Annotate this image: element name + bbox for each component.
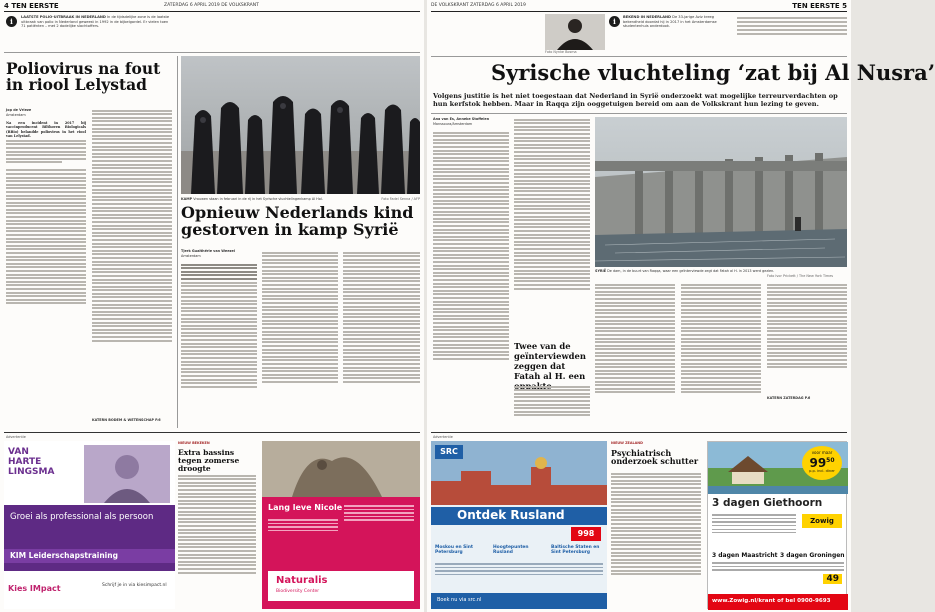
kim-logo: Kies IMpact <box>8 584 61 593</box>
info-title: BEKEND IN NEDERLAND <box>623 15 672 19</box>
syria-location: Amsterdam <box>181 254 201 258</box>
bassins-headline: Extra bassins tegen zomerse droogte <box>178 448 240 473</box>
main-col-2 <box>514 117 590 337</box>
main-col-5 <box>767 282 847 392</box>
bassins-article <box>178 441 258 609</box>
syria-byline: Tjerk Gualthérie van Weezel <box>181 249 235 253</box>
info-box <box>623 15 733 49</box>
byline: Ana van Es, Anneke Stoffelen <box>433 117 490 121</box>
polio-location: Amsterdam <box>6 113 26 117</box>
naturalis-ad[interactable] <box>262 441 420 609</box>
byline-location: Manssoura/Amsterdam <box>433 122 473 126</box>
info-icon: i <box>6 16 17 27</box>
main-headline: Syrische vluchteling ‘zat bij Al Nusra’ <box>491 60 935 85</box>
info-box <box>21 15 171 49</box>
aziz-photo-credit: Foto Nynke Bosma <box>545 50 577 54</box>
polio-lead: Na een incident in 2017 bij vaccinproducent Bilthoven Biologicals (BBio) belandde poliovirus in het riool van Lelystad. <box>6 121 86 421</box>
bassins-label: NIEUW BEKEKEN <box>178 441 210 445</box>
giethoorn-price-badge: voor maar $99^{50}$ p.p. incl. diner <box>802 446 842 480</box>
nz-article <box>611 441 703 609</box>
nz-label: NIEUW ZEALAND <box>611 441 643 445</box>
info-text: In de tijdsdelijke zone is de laatste uitbraak van polio in Nederland geweest in 1992 in de bijbelgordel. Er vielen toen 71 patiënten – met 2 dodelijke slachtoffers. <box>21 15 170 29</box>
kim-ad[interactable] <box>4 441 175 609</box>
date-line: ZATERDAG 6 APRIL 2019 DE VOLKSKRANT <box>164 3 259 8</box>
main-col-4 <box>681 282 761 426</box>
nz-headline: Psychiatrisch onderzoek schutter <box>611 448 699 467</box>
raqqa-photo-caption: SYRIË De dam, in de buurt van Raqqa, waar een geïnterviewde zegt dat Fatah al H. in 2013 werd gezien. <box>595 269 775 273</box>
giethoorn-ad[interactable] <box>707 441 847 609</box>
info-text: De 33-jarige Aziz kreeg bekendheid doordat hij in 2017 in het Amsterdamse studentenhuis onderdook. <box>623 15 717 29</box>
info-icon: i <box>609 16 620 27</box>
info-title: LAATSTE POLIO-UITBRAAK IN NEDERLAND <box>21 15 106 19</box>
src-city-3: Baltische Staten en Sint Petersburg <box>551 545 600 555</box>
polio-footer: KATERN BODEM & WETENSCHAP P.6 <box>92 418 161 422</box>
giethoorn-headline: 3 dagen Giethoorn <box>712 497 823 509</box>
src-ad[interactable] <box>431 441 607 609</box>
src-headline: Ontdek Rusland <box>457 508 565 522</box>
raqqa-photo-credit: Foto Ivor Prickett / The New York Times <box>767 274 834 278</box>
naturalis-logo-sub: Biodiversity Center <box>276 589 320 594</box>
page-header <box>4 2 420 12</box>
camp-photo-caption: KAMP Vrouwen staan in februari in de rij in het Syrische vluchtelingenkamp Al Hol. Foto Fadel Senna / AFP <box>181 197 420 201</box>
polio-body <box>92 108 172 416</box>
polio-byline: Jop de Vrieze <box>6 108 32 112</box>
main-col-3 <box>595 282 675 426</box>
polio-headline: Poliovirus na fout in riool Lelystad <box>6 59 161 95</box>
giethoorn-footer[interactable]: www.Zowig.nl/krant of bel 0900-9693 <box>712 598 831 604</box>
main-footer: KATERN ZATERDAG P.6 <box>767 396 811 400</box>
final-price: 49 <box>823 574 842 584</box>
ad-label: Advertentie <box>433 435 453 439</box>
naturalis-logo: Naturalis <box>276 575 328 586</box>
naturalis-sub: Lang leve Nicole <box>268 503 343 512</box>
src-footer[interactable]: Boek nu via src.nl <box>437 597 482 603</box>
page-section: 4 TEN EERSTE <box>4 2 59 10</box>
main-subheadline: Volgens justitie is het niet toegestaan dat Nederland in Syrië onderzoekt wat mogelijke terreurverdachten op hun kerfstok hebben. Maar in Raqqa zijn ooggetuigen bereid om aan de Volkskrant hun lezing te geven. <box>433 92 838 109</box>
kim-footer[interactable]: Schrijf je in via kiesimpact.nl <box>102 583 167 588</box>
syria-headline: Opnieuw Nederlands kind gestorven in kamp Syrië <box>181 203 414 239</box>
left-page <box>0 0 424 612</box>
kim-brand: VAN HARTE LINGSMA <box>8 447 55 477</box>
main-col-1 <box>433 130 509 426</box>
kim-slogan: Groei als professional als persoon <box>10 512 154 522</box>
src-city-1: Moskou en Sint Petersburg <box>435 545 473 555</box>
offer-maastricht[interactable]: 3 dagen Maastricht <box>712 552 778 559</box>
date-line: DE VOLKSKRANT ZATERDAG 6 APRIL 2019 <box>431 3 526 8</box>
camp-photo <box>181 56 420 194</box>
syria-col-1 <box>181 262 257 428</box>
src-price: 998 <box>571 527 601 541</box>
naturalis-photo <box>262 441 420 497</box>
src-city-2: Hoogtepunten Rusland <box>493 545 529 555</box>
page-header <box>431 2 847 12</box>
offer-groningen[interactable]: 3 dagen Groningen <box>780 552 845 559</box>
syria-col-3 <box>343 250 420 428</box>
ad-label: Advertentie <box>6 435 26 439</box>
zowig-logo: Zowig <box>802 514 842 528</box>
pull-quote: Twee van de geïnterviewden zeggen dat Fatah al H. een <box>514 341 586 381</box>
page-section: TEN EERSTE 5 <box>792 2 847 10</box>
right-page <box>427 0 935 612</box>
aziz-photo <box>545 14 605 50</box>
raqqa-dam-photo <box>595 117 847 267</box>
syria-col-2 <box>262 250 338 428</box>
kim-program: KIM Leiderschapstraining <box>10 551 118 560</box>
src-logo: SRC <box>435 445 463 459</box>
kim-photo <box>84 445 170 503</box>
